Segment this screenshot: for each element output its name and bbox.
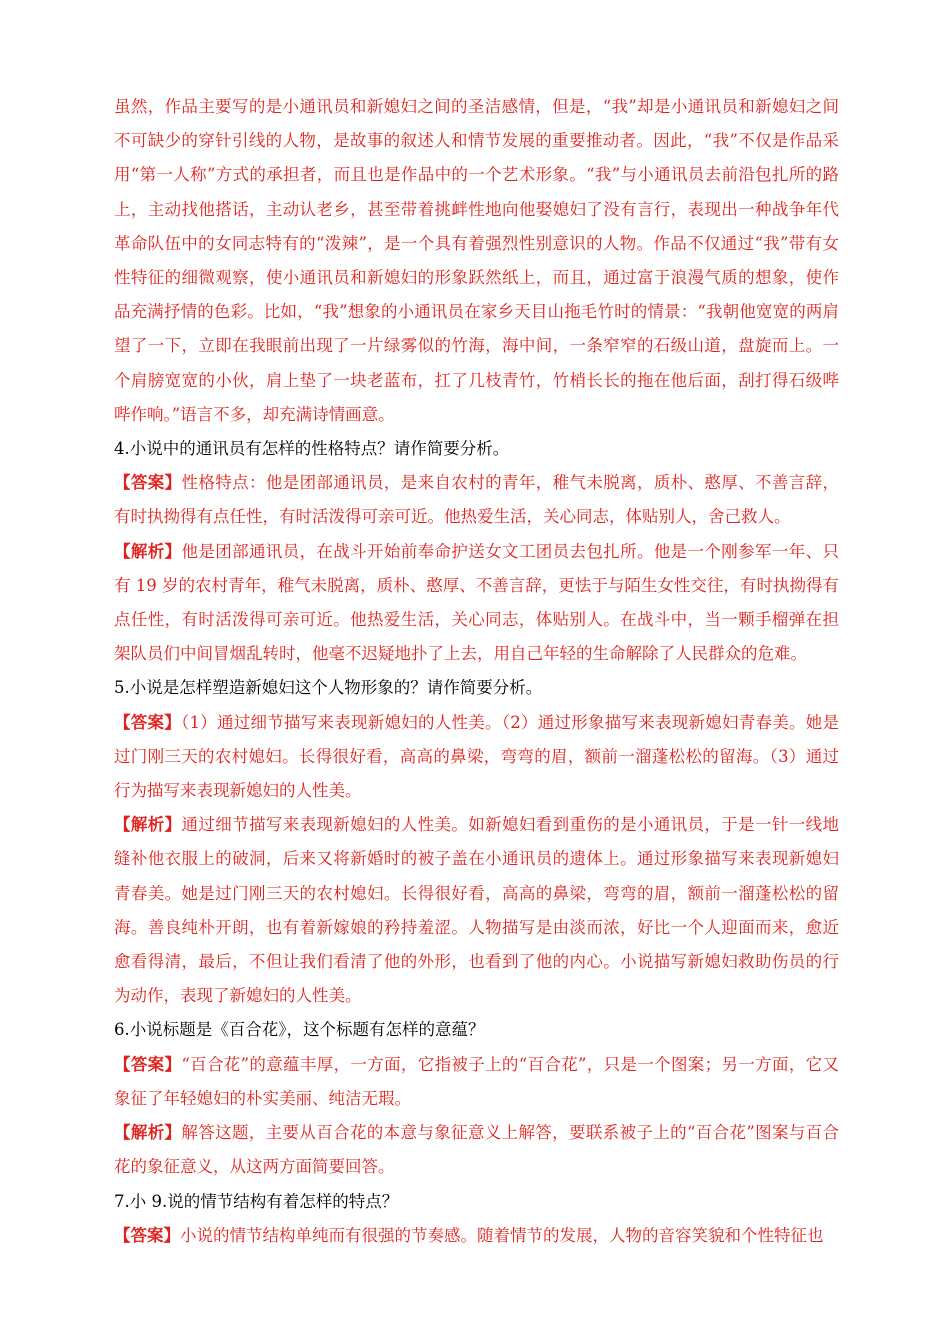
question-block-5: [114, 671, 839, 1013]
answer-label: 【答案】: [114, 473, 182, 493]
question-text: 5.小说是怎样塑造新媳妇这个人物形象的？请作简要分析。: [114, 678, 543, 698]
answer-paragraph: [114, 466, 839, 534]
analysis-label: 【解析】: [114, 1123, 182, 1143]
answer-paragraph: [114, 706, 839, 809]
answer-text: （1）通过细节描写来表现新媳妇的人性美。（2）通过形象描写来表现新媳妇青春美。她是过门刚三天的农村媳妇。长得很好看，高高的鼻梁，弯弯的眉，额前一溜蓬松松的留海。（3）通过行为描写来表现新媳妇的人性美。: [114, 712, 839, 801]
answer-text: “百合花”的意蕴丰厚，一方面，它指被子上的“百合花”，只是一个图案；另一方面，它又象征了年轻媳妇的朴实美丽、纯洁无瑕。: [114, 1054, 839, 1108]
answer-label: 【答案】: [114, 1225, 180, 1245]
document-page: [114, 90, 839, 1253]
analysis-label: 【解析】: [114, 541, 182, 561]
analysis-text: 解答这题，主要从百合花的本意与象征意义上解答，要联系被子上的“百合花”图案与百合花的象征意义，从这两方面简要回答。: [114, 1123, 840, 1177]
analysis-text: 他是团部通讯员，在战斗开始前奉命护送女文工团员去包扎所。他是一个刚参军一年、只有 19 岁的农村青年，稚气未脱离，质朴、憨厚、不善言辞，更怯于与陌生女性交往，有时执拗得有点任性，有时活泼得可亲可近。他热爱生活，关心同志，体贴别人。在战斗中，当一颗手榴弹在担架队员们中间冒烟乱转时，他毫不迟疑地扑了上去，用自己年轻的生命解除了人民群众的危难。: [114, 541, 840, 664]
answer-label: 【答案】: [114, 712, 181, 732]
analysis-paragraph: [114, 808, 839, 1013]
analysis-label: 【解析】: [114, 815, 182, 835]
question-text: 7.小 9.说的情节结构有着怎样的特点？: [114, 1191, 399, 1211]
question-block-7: [114, 1185, 839, 1253]
answer-paragraph: [114, 1219, 839, 1253]
question-block-4: [114, 432, 839, 671]
analysis-text: 通过细节描写来表现新媳妇的人性美。如新媳妇看到重伤的是小通讯员，于是一针一线地缝补他衣服上的破洞，后来又将新婚时的被子盖在小通讯员的遗体上。通过形象描写来表现新媳妇青春美。她是过门刚三天的农村媳妇。长得很好看，高高的鼻梁，弯弯的眉，额前一溜蓬松松的留海。善良纯朴开朗，也有着新嫁娘的矜持羞涩。人物描写是由淡而浓，好比一个人迎面而来，愈近愈看得清，最后，不但让我们看清了他的外形，也看到了他的内心。小说描写新媳妇救助伤员的行为动作，表现了新媳妇的人性美。: [114, 815, 840, 1006]
answer-text: 性格特点：他是团部通讯员，是来自农村的青年，稚气未脱离，质朴、憨厚、不善言辞，有时执拗得有点任性，有时活泼得可亲可近。他热爱生活，关心同志，体贴别人，舍己救人。: [114, 473, 840, 527]
answer-label: 【答案】: [114, 1054, 182, 1074]
analysis-paragraph: [114, 535, 839, 672]
analysis-paragraph: [114, 1116, 839, 1184]
answer-text: 小说的情节结构单纯而有很强的节奏感。随着情节的发展，人物的音容笑貌和个性特征也: [180, 1225, 824, 1245]
answer-paragraph: [114, 1048, 839, 1116]
question-text: 6.小说标题是《百合花》，这个标题有怎样的意蕴？: [114, 1020, 485, 1040]
intro-paragraph: 虽然，作品主要写的是小通讯员和新媳妇之间的圣洁感情，但是，“我”却是小通讯员和新媳妇之间不可缺少的穿针引线的人物，是故事的叙述人和情节发展的重要推动者。因此，“我”不仅是作品采用“第一人称”方式的承担者，而且也是作品中的一个艺术形象。“我”与小通讯员去前沿包扎所的路上，主动找他搭话，主动认老乡，甚至带着挑衅性地向他娶媳妇了没有言行，表现出一种战争年代革命队伍中的女同志特有的“泼辣”，是一个具有着强烈性别意识的人物。作品不仅通过“我”带有女性特征的细微观察，使小通讯员和新媳妇的形象跃然纸上，而且，通过富于浪漫气质的想象，使作品充满抒情的色彩。比如，“我”想象的小通讯员在家乡天目山拖毛竹时的情景：“我朝他宽宽的两肩望了一下，立即在我眼前出现了一片绿雾似的竹海，海中间，一条窄窄的石级山道，盘旋而上。一个肩膀宽宽的小伙，肩上垫了一块老蓝布，扛了几枝青竹，竹梢长长的拖在他后面，刮打得石级哔哔作响。”语言不多，却充满诗情画意。: [114, 97, 839, 424]
question-block-6: [114, 1013, 839, 1184]
question-text: 4.小说中的通讯员有怎样的性格特点？请作简要分析。: [114, 439, 510, 459]
